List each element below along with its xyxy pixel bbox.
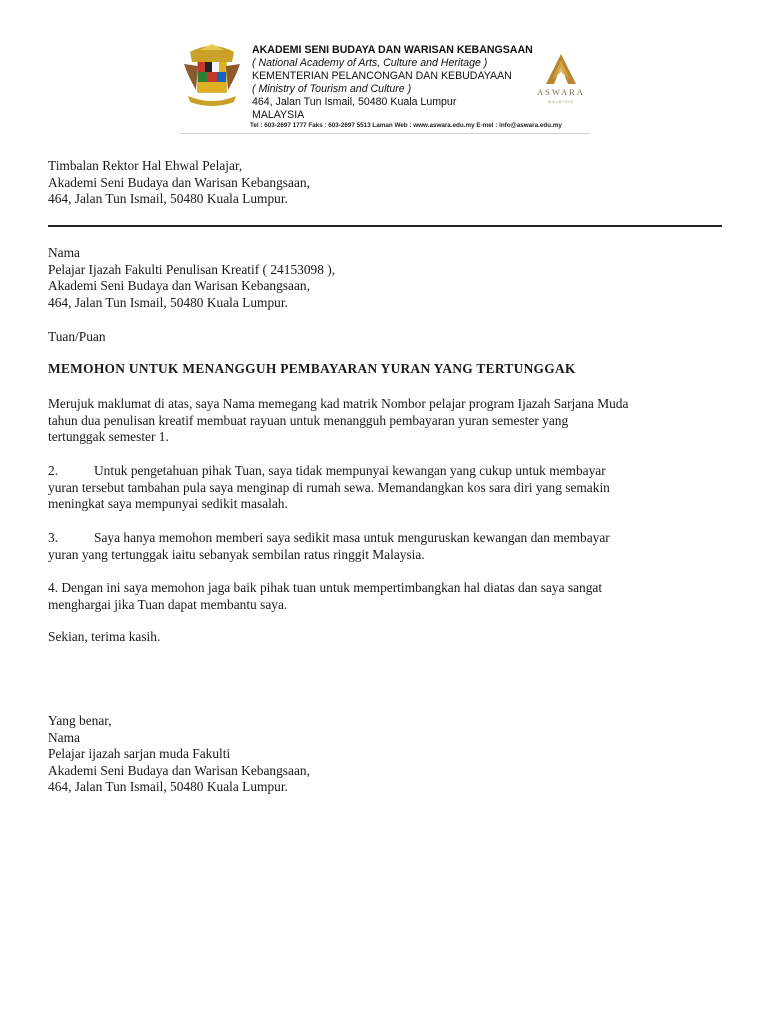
org-name: AKADEMI SENI BUDAYA DAN WARISAN KEBANGSAAN [252, 44, 533, 56]
signature-block [48, 713, 310, 796]
signature-line: 464, Jalan Tun Ismail, 50480 Kuala Lumpur. [48, 779, 288, 795]
letterhead-divider [180, 133, 590, 134]
sender-address [48, 245, 335, 311]
recipient-line: 464, Jalan Tun Ismail, 50480 Kuala Lumpur. [48, 191, 288, 207]
paragraph-number: 3. [48, 530, 59, 545]
signature-line: Nama [48, 729, 80, 745]
paragraph-line: tertunggak semester 1. [48, 429, 169, 445]
paragraph-line: Saya hanya memohon memberi saya sedikit masa untuk menguruskan kewangan dan membayar [94, 530, 610, 545]
aswara-logo-subtext: MALAYSIA [548, 100, 574, 104]
paragraph-line: yuran yang tertunggak iaitu sebanyak sembilan ratus ringgit Malaysia. [48, 546, 425, 562]
letter-subject: MEMOHON UNTUK MENANGGUH PEMBAYARAN YURAN YANG TERTUNGGAK [48, 361, 576, 376]
letterhead-text [252, 44, 533, 122]
sender-line: Pelajar Ijazah Fakulti Penulisan Kreatif ( 24153098 ), [48, 261, 336, 277]
letterhead [180, 42, 590, 134]
ministry-name-english: ( Ministry of Tourism and Culture ) [252, 83, 412, 95]
paragraph-4 [48, 580, 728, 613]
paragraph-line: 4. Dengan ini saya memohon jaga baik pihak tuan untuk mempertimbangkan hal diatas dan saya sangat [48, 580, 603, 595]
sender-line: 464, Jalan Tun Ismail, 50480 Kuala Lumpur. [48, 294, 288, 310]
org-name-english: ( National Academy of Arts, Culture and Heritage ) [252, 57, 488, 69]
paragraph-line: tahun dua penulisan kreatif membuat rayuan untuk menangguh pembayaran yuran semester yang [48, 412, 569, 428]
sender-line: Akademi Seni Budaya dan Warisan Kebangsaan, [48, 278, 310, 294]
coat-of-arms-icon [180, 42, 244, 108]
paragraph-line: Merujuk maklumat di atas, saya Nama memegang kad matrik Nombor pelajar program Ijazah Sarjana Muda [48, 396, 629, 411]
contact-line: Tel : 603-2697 1777 Faks : 603-2697 5513 Laman Web : www.aswara.edu.my E-mel : info@aswara.edu.my [250, 122, 562, 129]
paragraph-line: Untuk pengetahuan pihak Tuan, saya tidak mempunyai kewangan yang cukup untuk membayar [94, 463, 606, 478]
aswara-logo-text: ASWARA [537, 87, 585, 97]
signature-line: Akademi Seni Budaya dan Warisan Kebangsaan, [48, 762, 310, 778]
recipient-address [48, 158, 310, 208]
paragraph-number: 2. [48, 463, 59, 478]
paragraph-line: meningkat saya mempunyai sedikit masalah. [48, 496, 288, 512]
paragraph-1 [48, 396, 728, 446]
signature-line: Yang benar, [48, 713, 112, 728]
paragraph-3 [48, 530, 728, 563]
org-address: 464, Jalan Tun Ismail, 50480 Kuala Lumpur [252, 96, 457, 108]
paragraph-line: menghargai jika Tuan dapat membantu saya. [48, 596, 288, 612]
recipient-line: Timbalan Rektor Hal Ehwal Pelajar, [48, 158, 243, 173]
salutation: Tuan/Puan [48, 329, 106, 344]
paragraph-line: yuran tersebut tambahan pula saya menginap di rumah sewa. Memandangkan kos sara diri yang semakin [48, 479, 610, 495]
address-divider [48, 225, 722, 227]
closing: Sekian, terima kasih. [48, 629, 161, 644]
signature-line: Pelajar ijazah sarjan muda Fakulti [48, 746, 231, 762]
org-country: MALAYSIA [252, 109, 305, 121]
aswara-logo-icon [532, 50, 590, 108]
recipient-line: Akademi Seni Budaya dan Warisan Kebangsaan, [48, 174, 310, 190]
ministry-name: KEMENTERIAN PELANCONGAN DAN KEBUDAYAAN [252, 70, 512, 82]
paragraph-2 [48, 463, 728, 513]
sender-line: Nama [48, 245, 80, 260]
